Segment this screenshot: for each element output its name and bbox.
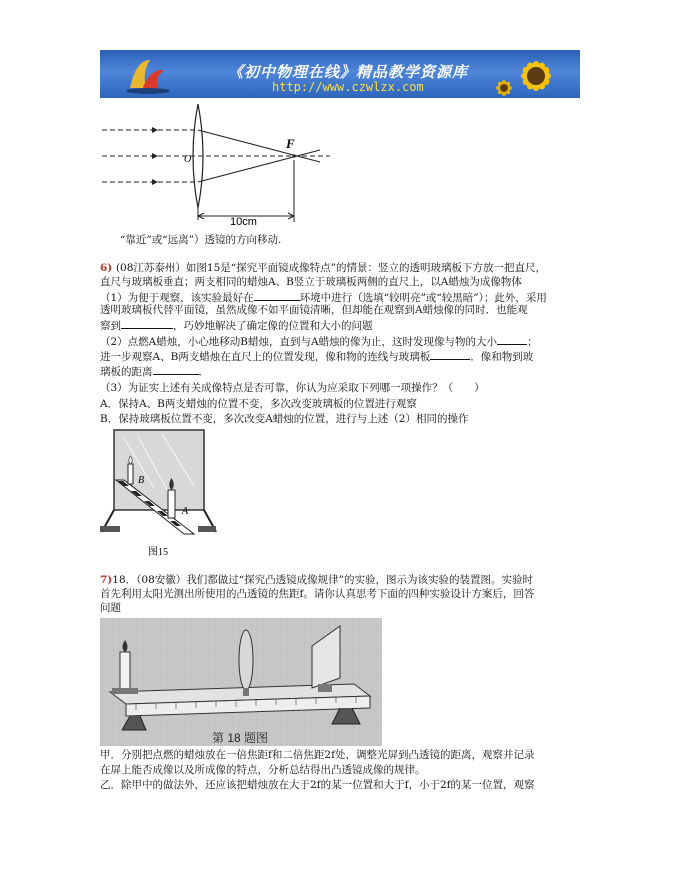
answer-blank[interactable]	[497, 334, 527, 345]
candle	[120, 652, 130, 692]
answer-blank[interactable]	[254, 290, 300, 301]
q6-line-9: （3）为证实上述有关成像特点是否可靠，你认为应采取下列哪一项操作？（ ）	[100, 382, 485, 394]
question-number: 6)	[100, 262, 116, 274]
figure-caption: 第 18 题图	[212, 731, 269, 745]
sunflower-icon	[492, 52, 578, 98]
focal-distance-label: 10cm	[230, 216, 257, 228]
site-logo-icon	[120, 54, 176, 94]
q6-line-3: （1）为便于观察，该实验最好在 环境中进行（选填“较明亮”或“较黑暗”）；此外，采用	[100, 292, 547, 304]
question-number: 7)	[100, 574, 113, 586]
q7-option-yi-line-1: 乙．除甲中的做法外，还应该把蜡烛放在大于2f的某一位置和大于f，小于2f的某一位置，观察	[100, 779, 535, 791]
arrow-icon	[152, 127, 158, 133]
q7-line-2: 首先利用太阳光测出所使用的凸透镜的焦距f。请你认真思考下面的四种实验设计方案后，回答	[100, 588, 535, 600]
q6-option-b: B．保持玻璃板位置不变，多次改变A蜡烛的位置，进行与上述（2）相同的操作	[100, 413, 469, 425]
q6-line-8: 璃板的距离 ．	[100, 366, 209, 378]
q6-line-6: （2）点燃A蜡烛，小心地移动B蜡烛，直到与A蜡烛的像为止，这时发现像与物的大小 ；	[100, 336, 538, 348]
candle-a	[168, 490, 175, 518]
q6-option-a: A．保持A、B两支蜡烛的位置不变，多次改变玻璃板的位置进行观察	[100, 398, 417, 410]
q6-line-2: 直尺与玻璃板垂直；两支相同的蜡烛A、B竖立于玻璃板两侧的直尺上，以A蜡烛为成像物体	[100, 276, 522, 288]
answer-blank[interactable]	[153, 364, 199, 375]
q5-tail-text: “靠近”或“远离”）透镜的方向移动.	[120, 234, 282, 246]
answer-blank[interactable]	[121, 318, 173, 329]
q7-option-jia-line-2: 在屏上能否成像以及所成像的特点，分析总结得出凸透镜成像的规律。	[100, 764, 426, 776]
arrow-icon	[152, 153, 158, 159]
convex-lens	[239, 630, 253, 690]
figure-caption: 图15	[148, 547, 168, 558]
candle-a-label: A	[182, 506, 189, 517]
q6-line-7: 进一步观察A、B两支蜡烛在直尺上的位置发现，像和物的连线与玻璃板 ．像和物到玻	[100, 351, 534, 363]
arrow-icon	[152, 179, 158, 185]
answer-blank[interactable]	[430, 349, 470, 360]
banner-title: 《初中物理在线》精品教学资源库	[228, 63, 469, 81]
candle-b-label: B	[138, 475, 145, 486]
q6-line-4: 透明玻璃板代替平面镜，虽然成像不如平面镜清晰，但却能在观察到A蜡烛像的同时．也能观	[100, 304, 528, 316]
q6-line-5: 察到 ，巧妙地解决了确定像的位置和大小的问题	[100, 320, 373, 332]
optical-bench-photo	[100, 618, 382, 746]
plane-mirror-figure	[98, 428, 218, 560]
q7-option-jia-line-1: 甲．分别把点燃的蜡烛放在一倍焦距f和二倍焦距2f处，调整光屏到凸透镜的距离，观察并记录	[100, 749, 535, 761]
lens-diagram	[98, 104, 334, 228]
lens-center-label: O	[184, 154, 192, 165]
banner-url[interactable]: http://www.czwlzx.com	[272, 80, 424, 94]
q7-line-1: 7)18．（08安徽）我们都做过“探究凸透镜成像规律”的实验，图示为该实验的装置图。实验时	[100, 574, 533, 586]
candle-b	[128, 464, 133, 484]
q7-line-3: 问题	[100, 602, 121, 614]
q6-line-1: 6) (08江苏泰州）如图15是“探究平面镜成像特点”的情景：竖立的透明玻璃板下方放一把直尺，	[100, 262, 546, 274]
site-banner	[100, 50, 580, 98]
focus-label: F	[286, 136, 295, 151]
